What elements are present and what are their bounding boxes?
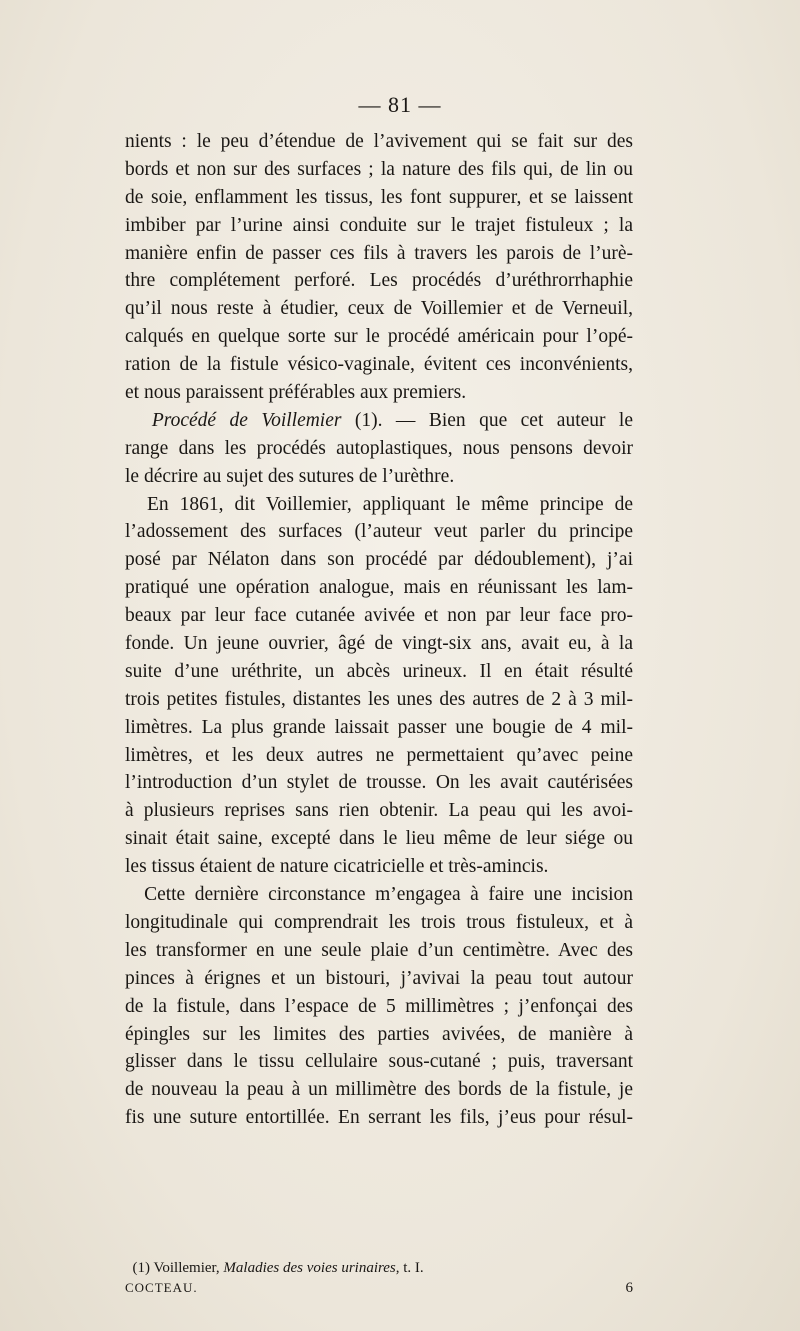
text-line: thre complétement perforé. Les procédés d’uréthrorrhaphie	[125, 270, 633, 292]
text-line: suite d’une uréthrite, un abcès urineux. Il en était résulté	[125, 660, 633, 682]
text-line: posé par Nélaton dans son procédé par dédoublement), j’ai	[125, 549, 633, 571]
text-line: imbiber par l’urine ainsi conduite sur le trajet fistuleux ; la	[125, 214, 633, 236]
printer-signature: COCTEAU.	[125, 1280, 198, 1295]
text-line: longitudinale qui comprendrait les trois trous fistuleux, et à	[125, 911, 633, 933]
text-line: de nouveau la peau à un millimètre des bords de la fistule, je	[125, 1079, 633, 1101]
heading-text: (1). — Bien que cet auteur le	[341, 409, 634, 431]
text-line: sinait était saine, excepté dans le lieu même de leur siége ou	[125, 828, 633, 850]
text-line: l’introduction d’un stylet de trousse. On les avait cautérisées	[125, 772, 633, 794]
footnote	[125, 1258, 633, 1298]
section-heading-line	[125, 407, 633, 435]
text-line: pratiqué une opération analogue, mais en réunissant les lam-	[125, 577, 633, 599]
text-line: limètres, et les deux autres ne permettaient qu’avec peine	[125, 744, 633, 766]
text-line: limètres. La plus grande laissait passer une bougie de 4 mil-	[125, 716, 633, 738]
section-heading: Procédé de Voillemier	[151, 409, 342, 431]
text-line: glisser dans le tissu cellulaire sous-cutané ; puis, traversant	[125, 1051, 633, 1073]
text-line: qu’il nous reste à étudier, ceux de Voillemier et de Verneuil,	[125, 298, 633, 320]
text-line: à plusieurs reprises sans rien obtenir. La peau qui les avoi-	[125, 800, 633, 822]
text-line: l’adossement des surfaces (l’auteur veut parler du principe	[125, 521, 633, 543]
text-line: de soie, enflamment les tissus, les font suppurer, et se laissent	[125, 186, 633, 208]
text-line: de la fistule, dans l’espace de 5 millimètres ; j’enfonçai des	[125, 995, 633, 1017]
text-line: les transformer en une seule plaie d’un centimètre. Avec des	[125, 939, 633, 961]
body-text	[125, 128, 633, 1132]
text-line: nients : le peu d’étendue de l’avivement qui se fait sur des	[125, 131, 633, 152]
footnote-citation: (1) Voillemier, Maladies des voies urinaires, t. I.	[132, 1260, 424, 1276]
text-line: pinces à érignes et un bistouri, j’avivai la peau tout autour	[125, 967, 633, 989]
text-line: Cette dernière circonstance m’engagea à faire une incision	[144, 884, 634, 906]
text-line: range dans les procédés autoplastiques, nous pensons devoir	[125, 437, 633, 459]
text-line: En 1861, dit Voillemier, appliquant le même principe de	[146, 493, 633, 515]
text-line: fonde. Un jeune ouvrier, âgé de vingt-six ans, avait eu, à la	[125, 633, 633, 655]
page-number: — 81 —	[358, 92, 442, 117]
signature-line	[125, 1278, 633, 1298]
text-line: fis une suture entortillée. En serrant les fils, j’eus pour résul-	[125, 1107, 633, 1129]
footnote-title: Maladies des voies urinaires	[223, 1260, 396, 1276]
text-line: le décrire au sujet des sutures de l’urèthre.	[125, 465, 455, 487]
text-line: épingles sur les limites des parties avivées, de manière à	[125, 1023, 633, 1045]
text-line: beaux par leur face cutanée avivée et non par leur face pro-	[125, 605, 633, 627]
text-line: ration de la fistule vésico-vaginale, évitent ces inconvénients,	[125, 354, 633, 376]
text-line: calqués en quelque sorte sur le procédé américain pour l’opé-	[125, 326, 633, 348]
text-line: bords et non sur des surfaces ; la nature des fils qui, de lin ou	[125, 158, 633, 180]
text-line: les tissus étaient de nature cicatricielle et très-amincis.	[125, 856, 549, 878]
signature-mark: 6	[625, 1280, 633, 1296]
text-line: manière enfin de passer ces fils à travers les parois de l’urè-	[125, 242, 633, 264]
text-line: trois petites fistules, distantes les unes des autres de 2 à 3 mil-	[125, 688, 633, 710]
text-line: et nous paraissent préférables aux premiers.	[125, 382, 467, 404]
